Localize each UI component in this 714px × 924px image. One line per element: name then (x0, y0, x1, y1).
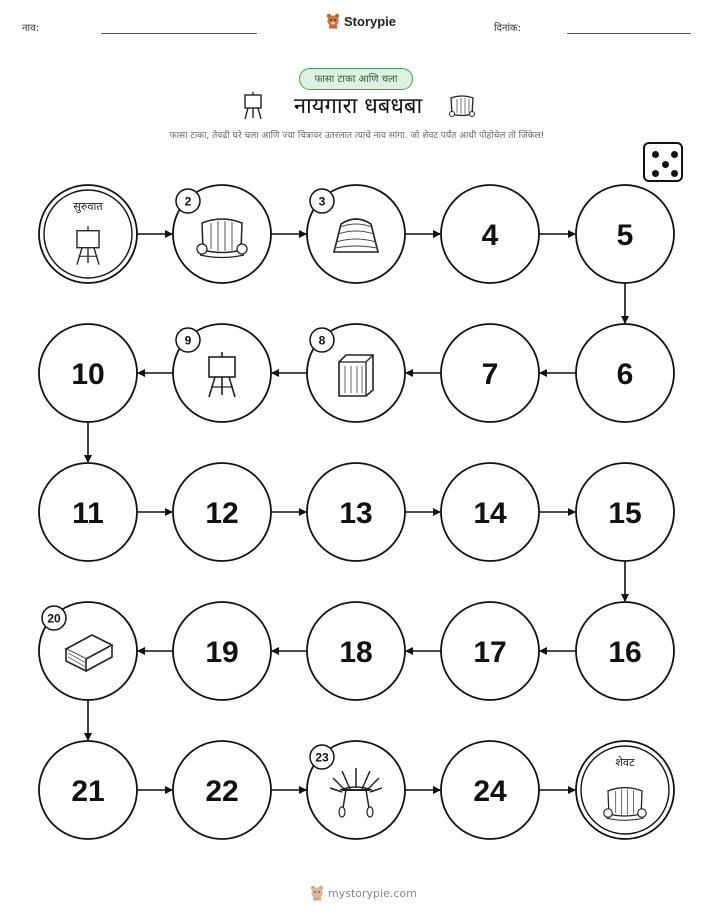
cell-number: 13 (339, 497, 373, 530)
board-cell-16 (576, 602, 674, 700)
board-cell-8 (307, 324, 405, 422)
name-label: नाव: (22, 23, 40, 34)
board-cell-10 (39, 324, 137, 422)
footer-site: mystorypie.com (328, 886, 417, 900)
cell-number: 18 (339, 636, 373, 669)
cell-number: 4 (481, 219, 499, 252)
cell-number: 22 (205, 775, 239, 808)
board-cell-25 (576, 741, 674, 839)
board-cell-21 (39, 741, 137, 839)
cell-number: 7 (481, 358, 499, 391)
board-cell-11 (39, 463, 137, 561)
board-cells (39, 185, 674, 839)
board-cell-2 (173, 185, 271, 283)
footer (310, 885, 417, 901)
board-cell-1 (39, 185, 137, 283)
board-cell-17 (441, 602, 539, 700)
board-cell-6 (576, 324, 674, 422)
board-cell-7 (441, 324, 539, 422)
date-label: दिनांक: (494, 23, 522, 34)
board-cell-14 (441, 463, 539, 561)
cell-number: 17 (473, 636, 507, 669)
cell-number: 15 (608, 497, 642, 530)
end-label: शेवट (615, 756, 635, 769)
board-cell-24 (441, 741, 539, 839)
cell-number: 11 (72, 497, 104, 530)
board-cell-9 (173, 324, 271, 422)
cell-number: 12 (205, 497, 239, 530)
cell-number: 23 (315, 750, 329, 765)
board-cell-20 (39, 602, 137, 700)
board-cell-3 (307, 185, 405, 283)
cell-number: 19 (205, 636, 239, 669)
board-cell-13 (307, 463, 405, 561)
cell-number: 6 (616, 358, 634, 391)
start-label: सुरुवात (73, 200, 103, 213)
page-title: नायगारा धबधबा (293, 94, 423, 119)
cell-number: 24 (473, 775, 507, 808)
board-cell-4 (441, 185, 539, 283)
cell-number: 20 (47, 611, 61, 626)
waterfall-icon (197, 219, 247, 258)
board-cell-15 (576, 463, 674, 561)
stump-icon (339, 355, 373, 396)
cell-number: 2 (184, 194, 192, 209)
cell-number: 9 (184, 333, 192, 348)
cell-number: 21 (71, 775, 105, 808)
cell-number: 14 (473, 497, 507, 530)
brand-name: Storypie (344, 13, 397, 29)
cell-number: 3 (318, 194, 326, 209)
bear-icon (310, 885, 324, 901)
board-cell-23 (307, 741, 405, 839)
instructions: फासा टाका, तेवढी घरे चला आणि ज्या चित्रावर उतरलात त्याचे नाव सांगा. जो शेवट पर्यंत आधी पोहोचेल तो जिंकेल! (169, 131, 545, 141)
waterfall-icon (604, 788, 647, 821)
board-cell-5 (576, 185, 674, 283)
cell-number: 8 (318, 333, 326, 348)
board-cell-22 (173, 741, 271, 839)
rock-icon (334, 219, 378, 252)
cell-number: 5 (616, 219, 634, 252)
board-cell-18 (307, 602, 405, 700)
board-cell-19 (173, 602, 271, 700)
game-tag: फासा टाका आणि चला (299, 68, 413, 90)
cell-number: 16 (608, 636, 642, 669)
cell-number: 10 (71, 358, 105, 391)
board-cell-12 (173, 463, 271, 561)
